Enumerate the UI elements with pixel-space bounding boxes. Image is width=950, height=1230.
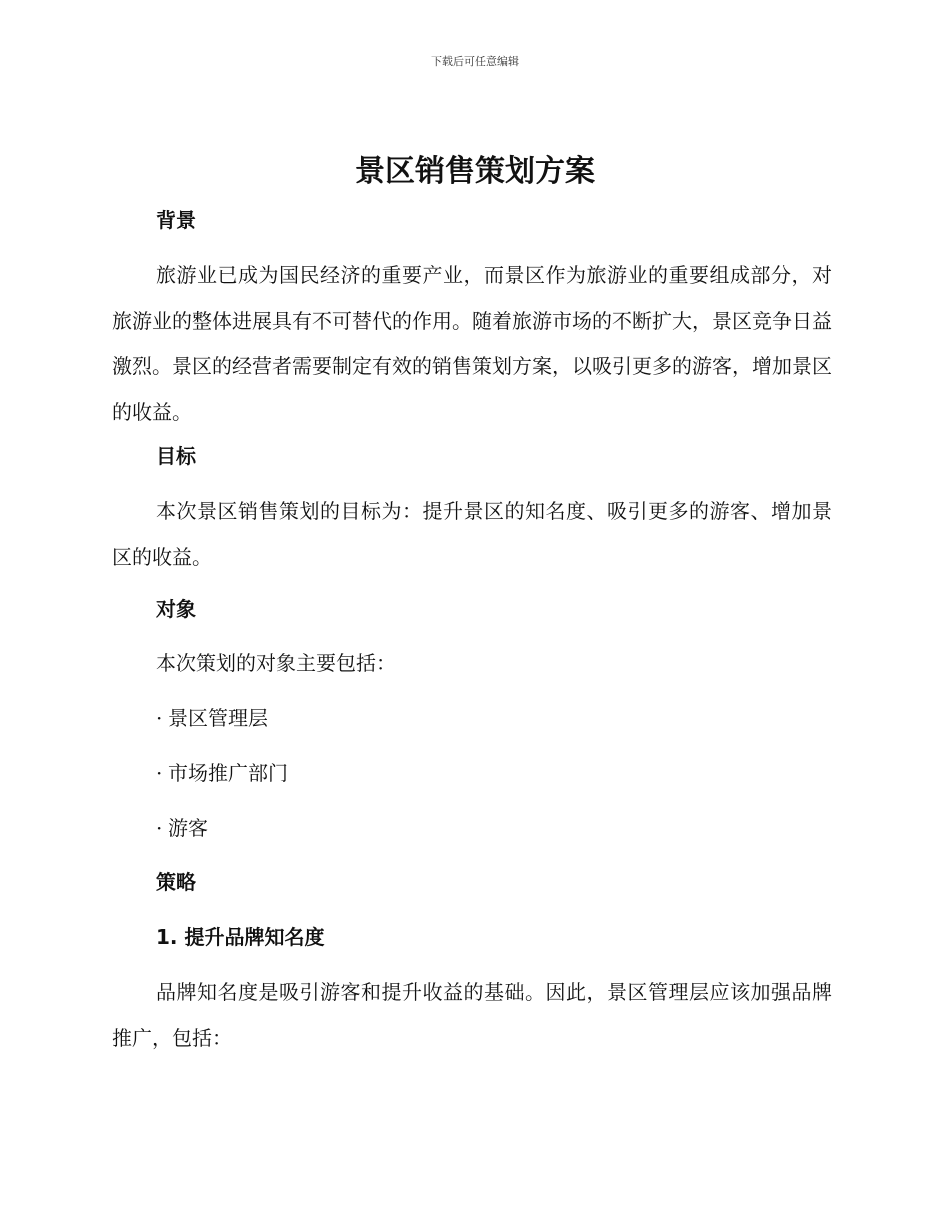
bullet-mark: · — [156, 706, 163, 730]
list-item-label: 游客 — [168, 816, 208, 840]
section-heading-audience: 对象 — [156, 597, 196, 621]
paragraph-brand-awareness: 品牌知名度是吸引游客和提升收益的基础。因此，景区管理层应该加强品牌推广，包括： — [112, 980, 832, 1050]
list-item-label: 市场推广部门 — [168, 761, 288, 785]
bullet-mark: · — [156, 761, 163, 785]
audience-intro: 本次策划的对象主要包括： — [156, 651, 396, 675]
subheading-brand-awareness: 1. 提升品牌知名度 — [156, 925, 325, 949]
section-heading-goal: 目标 — [156, 444, 196, 468]
list-item — [156, 813, 208, 843]
paragraph-background: 旅游业已成为国民经济的重要产业，而景区作为旅游业的重要组成部分，对旅游业的整体进展具有不可替代的作用。随着旅游市场的不断扩大，景区竞争日益激烈。景区的经营者需要制定有效的销售策划方案，以吸引更多的游客，增加景区的收益。 — [112, 263, 832, 424]
header-note: 下载后可任意编辑 — [431, 55, 519, 68]
list-item — [156, 758, 288, 788]
document-title: 景区销售策划方案 — [355, 154, 595, 189]
bullet-mark: · — [156, 816, 163, 840]
list-item-label: 景区管理层 — [168, 706, 268, 730]
section-heading-strategy: 策略 — [156, 870, 196, 894]
paragraph-goal: 本次景区销售策划的目标为：提升景区的知名度、吸引更多的游客、增加景区的收益。 — [112, 499, 832, 569]
section-heading-background: 背景 — [156, 208, 196, 232]
list-item — [156, 703, 268, 733]
